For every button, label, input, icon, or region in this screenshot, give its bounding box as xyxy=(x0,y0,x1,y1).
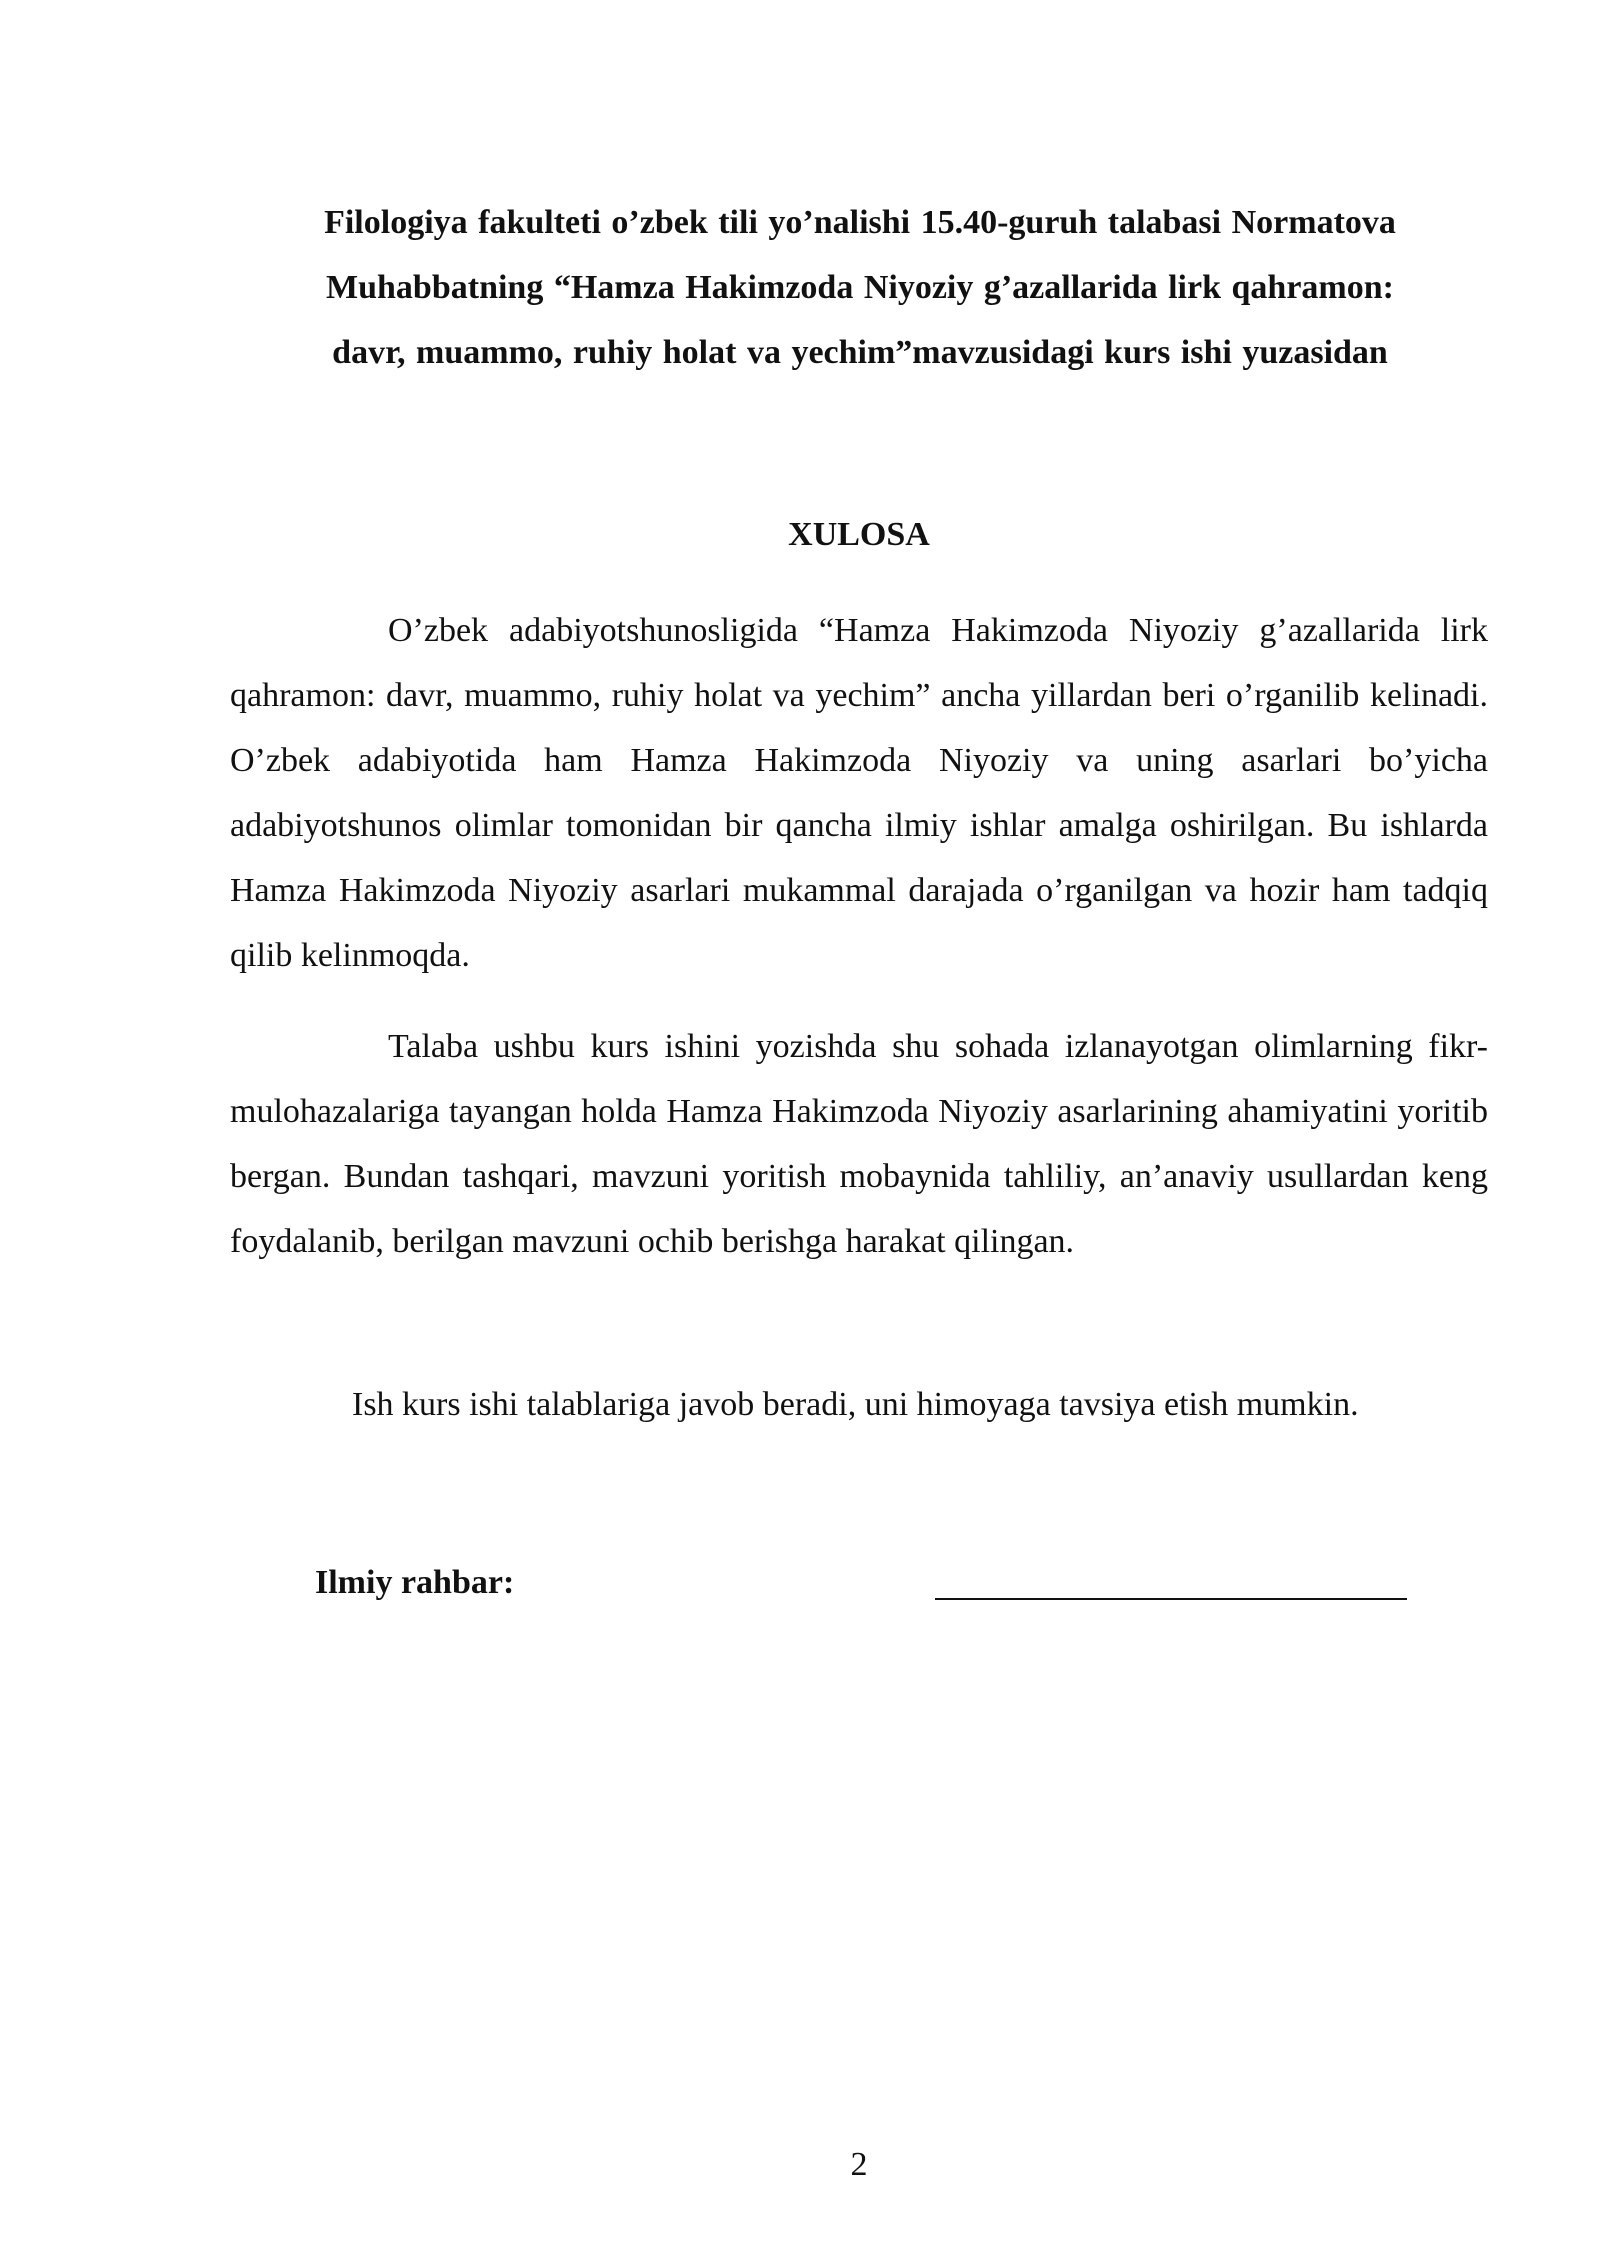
header-line-3: davr, muammo, ruhiy holat va yechim”mavzusidagi kurs ishi yuzasidan xyxy=(332,334,1388,371)
paragraph-1: O’zbek adabiyotshunosligida “Hamza Hakimzoda Niyoziy g’azallarida lirk qahramon: davr, muammo, ruhiy holat va yechim” ancha yillardan beri o’rganilib kelinadi. O’zbek adabiyotida ham Hamza Hakimzoda Niyoziy va uning asarlari bo’yicha adabiyotshunos olimlar tomonidan bir qancha ilmiy ishlar amalga oshirilgan. Bu ishlarda Hamza Hakimzoda Niyoziy asarlari mukammal darajada o’rganilgan va hozir ham tadqiq qilib kelinmoqda. xyxy=(230,612,1488,974)
document-header xyxy=(180,190,1540,385)
header-line-1: Filologiya fakulteti o’zbek tili yo’nalishi 15.40-guruh talabasi Normatova xyxy=(324,204,1396,241)
paragraph-2: Talaba ushbu kurs ishini yozishda shu sohada izlanayotgan olimlarning fikr-mulohazalariga tayangan holda Hamza Hakimzoda Niyoziy asarlarining ahamiyatini yoritib bergan. Bundan tashqari, mavzuni yoritish mobaynida tahliliy, an’anaviy usullardan keng foydalanib, berilgan mavzuni ochib berishga harakat qilingan. xyxy=(230,1028,1488,1260)
header-line-2: Muhabbatning “Hamza Hakimzoda Niyoziy g’azallarida lirk qahramon: xyxy=(326,269,1394,306)
document-title: XULOSA xyxy=(788,516,930,553)
signature-line xyxy=(935,1598,1407,1600)
page-number: 2 xyxy=(850,2146,868,2183)
signature-label: Ilmiy rahbar: xyxy=(315,1564,515,1601)
paragraph-3: Ish kurs ishi talablariga javob beradi, uni himoyaga tavsiya etish mumkin. xyxy=(352,1386,1359,1423)
